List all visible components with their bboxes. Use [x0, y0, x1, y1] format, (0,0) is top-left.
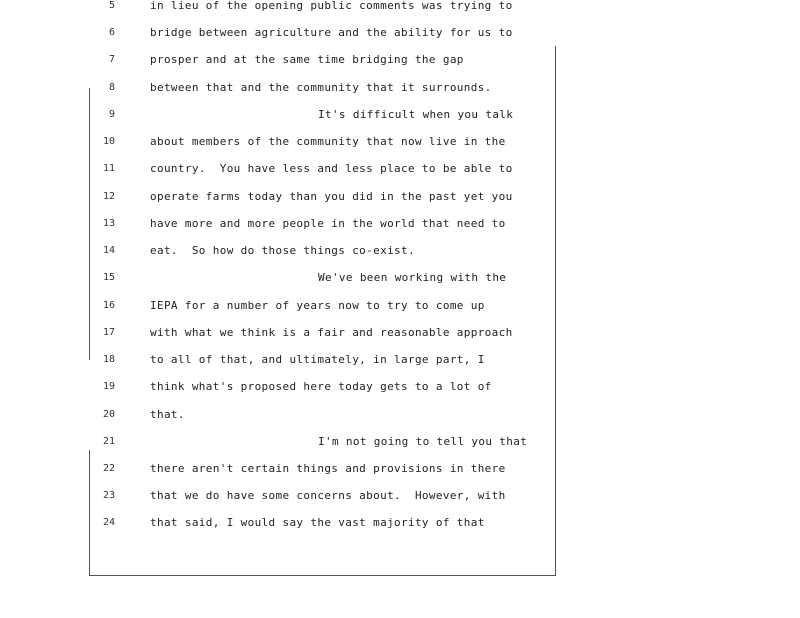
line-number: 9 — [108, 109, 115, 120]
line-text: that said, I would say the vast majority of that — [150, 516, 485, 529]
transcript-line — [0, 159, 560, 179]
line-text: country. You have less and less place to be able to — [150, 162, 513, 175]
transcript-line — [0, 405, 560, 425]
line-number: 19 — [102, 381, 115, 392]
line-number: 23 — [102, 490, 115, 501]
line-number: 21 — [102, 436, 115, 447]
line-number: 7 — [108, 54, 115, 65]
transcript-line — [0, 214, 560, 234]
line-number: 6 — [108, 27, 115, 38]
line-text: prosper and at the same time bridging the gap — [150, 53, 464, 66]
line-text: have more and more people in the world that need to — [150, 217, 506, 230]
line-number: 20 — [102, 409, 115, 420]
transcript-line — [0, 350, 560, 370]
transcript-line — [0, 268, 560, 288]
line-text: that. — [150, 408, 185, 421]
line-text: eat. So how do those things co-exist. — [150, 244, 415, 257]
line-text: with what we think is a fair and reasonable approach — [150, 326, 513, 339]
line-text: operate farms today than you did in the past yet you — [150, 190, 513, 203]
line-number: 17 — [102, 327, 115, 338]
line-text: that we do have some concerns about. However, with — [150, 489, 506, 502]
transcript-line — [0, 23, 560, 43]
transcript-line — [0, 50, 560, 70]
line-number: 22 — [102, 463, 115, 474]
line-text: there aren't certain things and provisions in there — [150, 462, 506, 475]
transcript-line — [0, 241, 560, 261]
line-text: about members of the community that now live in the — [150, 135, 506, 148]
transcript-line — [0, 486, 560, 506]
line-text: think what's proposed here today gets to a lot of — [150, 380, 492, 393]
line-text: It's difficult when you talk — [318, 108, 514, 121]
transcript-line — [0, 377, 560, 397]
transcript-line — [0, 459, 560, 479]
line-number: 11 — [102, 163, 115, 174]
line-text: to all of that, and ultimately, in large part, I — [150, 353, 485, 366]
transcript-line — [0, 132, 560, 152]
line-text: I'm not going to tell you that — [318, 435, 528, 448]
transcript-line — [0, 296, 560, 316]
line-text: in lieu of the opening public comments was trying to — [150, 0, 513, 12]
line-text: between that and the community that it surrounds. — [150, 81, 492, 94]
line-text: IEPA for a number of years now to try to come up — [150, 299, 485, 312]
transcript-line — [0, 0, 560, 16]
transcript-line — [0, 187, 560, 207]
line-number: 18 — [102, 354, 115, 365]
line-number: 13 — [102, 218, 115, 229]
transcript-line — [0, 323, 560, 343]
line-number: 10 — [102, 136, 115, 147]
line-number: 12 — [102, 191, 115, 202]
transcript-line — [0, 78, 560, 98]
transcript-line — [0, 432, 560, 452]
line-number: 8 — [108, 82, 115, 93]
line-number: 16 — [102, 300, 115, 311]
transcript-line — [0, 513, 560, 533]
line-number: 24 — [102, 517, 115, 528]
line-number: 15 — [102, 272, 115, 283]
line-number: 5 — [108, 0, 115, 11]
line-text: We've been working with the — [318, 271, 507, 284]
line-number: 14 — [102, 245, 115, 256]
page-border-bottom — [89, 575, 556, 576]
transcript-line — [0, 105, 560, 125]
line-text: bridge between agriculture and the ability for us to — [150, 26, 513, 39]
